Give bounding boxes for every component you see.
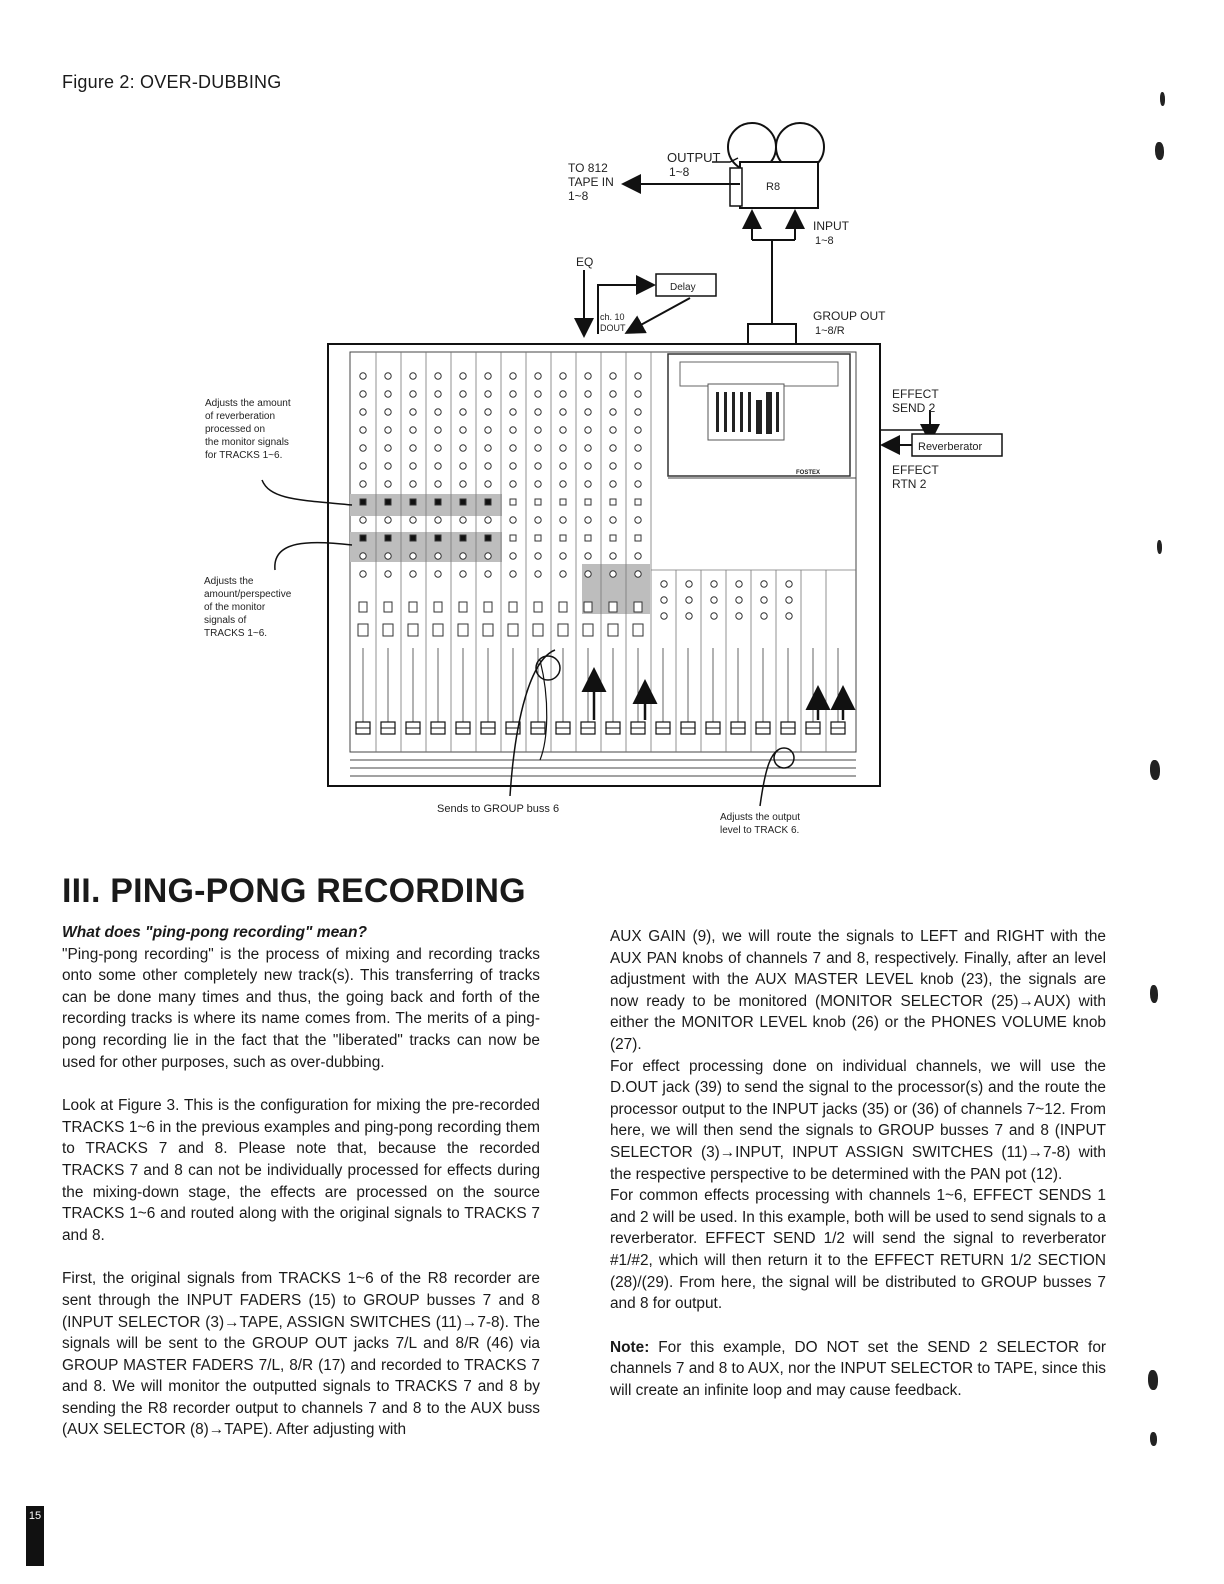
scan-mark <box>1150 1432 1157 1446</box>
channel-knob <box>610 481 616 487</box>
channel-knob <box>460 463 466 469</box>
svg-text:1~8/R: 1~8/R <box>815 325 845 337</box>
mute-button <box>583 624 593 636</box>
mute-button <box>433 624 443 636</box>
brand-logo: FOSTEX <box>796 470 821 476</box>
scan-mark <box>1150 985 1158 1003</box>
channel-knob <box>585 481 591 487</box>
channel-knob <box>535 409 541 415</box>
label-to-812: TO 812 <box>568 161 608 175</box>
channel-knob <box>485 391 491 397</box>
channel-knob <box>410 409 416 415</box>
channel-knob <box>485 427 491 433</box>
channel-knob <box>385 463 391 469</box>
section-question: What does "ping-pong recording" mean? <box>62 924 367 941</box>
right-paragraph-2: For effect processing done on individual channels, we will use the D.OUT jack (39) to send the signal to the processor(s) and the route the processor output to the INPUT jacks (35) or (36) of channels 7~12. From here, we will then send the signals to GROUP busses 7 and 8 (INPUT SELECTOR (3)→INPUT, INPUT ASSIGN SWITCHES (11)→7-8) with the respective perspective to be determined with the PAN pot (12). <box>610 1057 1106 1183</box>
channel-knob <box>410 391 416 397</box>
assign-switch <box>509 602 517 612</box>
annotation-reverb: Adjusts the amount <box>205 398 291 409</box>
svg-text:of the monitor: of the monitor <box>204 602 266 613</box>
channel-switch <box>560 499 566 505</box>
channel-knob <box>460 445 466 451</box>
channel-knob <box>560 409 566 415</box>
svg-text:SEND 2: SEND 2 <box>892 401 936 415</box>
assign-switch <box>434 602 442 612</box>
channel-switch <box>385 535 391 541</box>
channel-knob <box>510 445 516 451</box>
svg-text:processed on: processed on <box>205 424 266 435</box>
svg-text:1~8: 1~8 <box>815 235 834 247</box>
right-paragraph-1: AUX GAIN (9), we will route the signals to LEFT and RIGHT with the AUX PAN knobs of channels 7 and 8, respectively. Finally, after an level adjustment with the AUX MASTER LEVEL knob (23), the signals are now ready to be monitored (MONITOR SELECTOR (25)→AUX) with either the MONITOR LEVEL knob (26) or the PHONES VOLUME knob (27). <box>610 928 1106 1053</box>
channel-knob <box>510 553 516 559</box>
note-paragraph <box>610 1337 1106 1402</box>
channel-switch <box>610 535 616 541</box>
channel-knob <box>610 571 616 577</box>
channel-switch <box>435 535 441 541</box>
mute-button <box>408 624 418 636</box>
svg-text:DOUT: DOUT <box>600 323 626 333</box>
label-r8: R8 <box>766 181 781 193</box>
svg-text:TAPE IN: TAPE IN <box>568 175 614 189</box>
channel-knob <box>635 517 641 523</box>
assign-switch <box>584 602 592 612</box>
channel-knob <box>360 373 366 379</box>
channel-knob <box>435 481 441 487</box>
channel-knob <box>410 373 416 379</box>
channel-knob <box>610 391 616 397</box>
channel-knob <box>585 517 591 523</box>
channel-knob <box>535 427 541 433</box>
channel-knob <box>585 553 591 559</box>
channel-knob <box>635 409 641 415</box>
annotation-adjusts-output: Adjusts the output <box>720 812 801 823</box>
master-knob <box>686 613 692 619</box>
assign-switch <box>384 602 392 612</box>
channel-knob <box>560 427 566 433</box>
note-text: For this example, DO NOT set the SEND 2 SELECTOR for channels 7 and 8 to AUX, nor the INPUT SELECTOR to TAPE, since this will create an infinite loop and may cause feedback. <box>610 1338 1106 1399</box>
channel-knob <box>610 445 616 451</box>
master-knob <box>786 613 792 619</box>
channel-knob <box>360 445 366 451</box>
channel-knob <box>485 571 491 577</box>
mute-button <box>508 624 518 636</box>
svg-text:1~8: 1~8 <box>669 165 690 179</box>
channel-knob <box>460 427 466 433</box>
channel-knob <box>385 409 391 415</box>
channel-knob <box>635 391 641 397</box>
scan-mark <box>1155 142 1164 160</box>
channel-knob <box>635 553 641 559</box>
channel-knob <box>485 481 491 487</box>
svg-text:of reverberation: of reverberation <box>205 411 276 422</box>
channel-knob <box>635 427 641 433</box>
label-input: INPUT <box>813 219 849 233</box>
channel-knob <box>435 445 441 451</box>
label-output: OUTPUT <box>667 150 721 165</box>
channel-knob <box>635 445 641 451</box>
channel-knob <box>435 391 441 397</box>
channel-knob <box>460 517 466 523</box>
channel-switch <box>485 499 491 505</box>
channel-knob <box>610 517 616 523</box>
channel-knob <box>585 391 591 397</box>
mute-button <box>383 624 393 636</box>
channel-switch <box>535 499 541 505</box>
channel-knob <box>385 571 391 577</box>
left-paragraph-3: First, the original signals from TRACKS 1~6 of the R8 recorder are sent through the INPUT FADERS (15) to GROUP busses 7 and 8 (INPUT SELECTOR (3)→TAPE, ASSIGN SWITCHES (11)→7-8). The signals will be sent to the GROUP OUT jacks 7/L and 8/R (46) via GROUP MASTER FADERS 7/L, 8/R (17) and recorded to TRACKS 7 and 8. We will monitor the outputted signals to TRACKS 7 and 8 by sending the R8 recorder output to channels 7 and 8 to the AUX buss (AUX SELECTOR (8)→TAPE). After adjusting with <box>62 1270 540 1439</box>
channel-knob <box>535 373 541 379</box>
channel-knob <box>435 463 441 469</box>
channel-knob <box>585 571 591 577</box>
channel-knob <box>410 481 416 487</box>
channel-knob <box>585 373 591 379</box>
channel-knob <box>410 553 416 559</box>
svg-text:RTN 2: RTN 2 <box>892 477 927 491</box>
channel-switch <box>585 535 591 541</box>
label-eq: EQ <box>576 255 594 269</box>
channel-knob <box>635 481 641 487</box>
mute-button <box>633 624 643 636</box>
channel-switch <box>510 499 516 505</box>
channel-switch <box>635 499 641 505</box>
master-knob <box>661 597 667 603</box>
channel-knob <box>610 409 616 415</box>
channel-knob <box>560 571 566 577</box>
scan-mark <box>1150 760 1160 780</box>
channel-knob <box>635 571 641 577</box>
channel-knob <box>410 463 416 469</box>
channel-knob <box>510 571 516 577</box>
channel-knob <box>360 571 366 577</box>
channel-knob <box>460 481 466 487</box>
channel-knob <box>385 427 391 433</box>
assign-switch <box>559 602 567 612</box>
channel-switch <box>460 499 466 505</box>
channel-knob <box>635 463 641 469</box>
figure-title: Figure 2: OVER-DUBBING <box>62 72 282 92</box>
channel-knob <box>360 481 366 487</box>
scan-mark <box>1160 92 1165 106</box>
channel-switch <box>410 535 416 541</box>
channel-knob <box>510 517 516 523</box>
channel-knob <box>510 391 516 397</box>
mute-button <box>358 624 368 636</box>
assign-switch <box>484 602 492 612</box>
channel-knob <box>510 427 516 433</box>
channel-knob <box>560 481 566 487</box>
master-knob <box>786 581 792 587</box>
page-number: 15 <box>26 1506 44 1566</box>
channel-knob <box>385 445 391 451</box>
svg-text:the monitor signals: the monitor signals <box>205 437 289 448</box>
channel-switch <box>360 535 366 541</box>
channel-knob <box>610 463 616 469</box>
svg-text:for TRACKS 1~6.: for TRACKS 1~6. <box>205 450 283 461</box>
channel-knob <box>535 445 541 451</box>
right-column <box>610 926 1106 1401</box>
mute-button <box>458 624 468 636</box>
channel-knob <box>485 409 491 415</box>
channel-switch <box>510 535 516 541</box>
channel-knob <box>435 373 441 379</box>
label-group-out: GROUP OUT <box>813 309 886 323</box>
svg-text:level to TRACK 6.: level to TRACK 6. <box>720 825 800 836</box>
channel-knob <box>435 427 441 433</box>
channel-switch <box>485 535 491 541</box>
channel-knob <box>510 481 516 487</box>
channel-knob <box>485 553 491 559</box>
master-knob <box>736 613 742 619</box>
master-knob <box>711 597 717 603</box>
label-effect-rtn: EFFECT <box>892 463 939 477</box>
channel-knob <box>410 517 416 523</box>
channel-knob <box>360 553 366 559</box>
svg-text:amount/perspective: amount/perspective <box>204 589 292 600</box>
channel-knob <box>510 409 516 415</box>
channel-switch <box>635 535 641 541</box>
channel-knob <box>435 517 441 523</box>
channel-knob <box>560 517 566 523</box>
channel-knob <box>435 409 441 415</box>
channel-knob <box>485 445 491 451</box>
channel-knob <box>610 373 616 379</box>
channel-knob <box>360 409 366 415</box>
master-knob <box>686 581 692 587</box>
channel-switch <box>535 535 541 541</box>
assign-switch <box>459 602 467 612</box>
assign-switch <box>609 602 617 612</box>
master-knob <box>711 613 717 619</box>
channel-knob <box>585 463 591 469</box>
channel-switch <box>610 499 616 505</box>
channel-switch <box>410 499 416 505</box>
master-knob <box>761 581 767 587</box>
channel-switch <box>585 499 591 505</box>
annotation-perspective: Adjusts the <box>204 576 254 587</box>
channel-knob <box>560 553 566 559</box>
master-knob <box>761 597 767 603</box>
channel-knob <box>635 373 641 379</box>
channel-knob <box>535 481 541 487</box>
label-delay: Delay <box>670 282 696 293</box>
channel-knob <box>535 463 541 469</box>
channel-knob <box>410 571 416 577</box>
channel-knob <box>385 373 391 379</box>
channel-knob <box>385 481 391 487</box>
left-column <box>62 922 540 1441</box>
channel-knob <box>460 553 466 559</box>
channel-knob <box>410 445 416 451</box>
channel-switch <box>560 535 566 541</box>
channel-knob <box>560 445 566 451</box>
channel-knob <box>435 571 441 577</box>
scan-mark <box>1148 1370 1158 1390</box>
left-paragraph-1: "Ping-pong recording" is the process of mixing and recording tracks onto some other completely new track(s). This transferring of tracks can be done many times and thus, the going back and forth of the recording tracks is where its name comes from. The merits of a ping-pong recording lie in the fact that the "liberated" tracks can now be used for other purposes, such as over-dubbing. <box>62 945 540 1071</box>
annotation-sends-group: Sends to GROUP buss 6 <box>437 803 560 815</box>
channel-knob <box>560 391 566 397</box>
channel-knob <box>385 517 391 523</box>
channel-knob <box>410 427 416 433</box>
master-knob <box>786 597 792 603</box>
master-knob <box>661 581 667 587</box>
section-heading: III. PING-PONG RECORDING <box>62 872 526 910</box>
channel-knob <box>360 463 366 469</box>
channel-knob <box>560 463 566 469</box>
master-knob <box>736 597 742 603</box>
channel-knob <box>560 373 566 379</box>
label-reverberator: Reverberator <box>918 441 983 453</box>
svg-text:1~8: 1~8 <box>568 189 589 203</box>
left-paragraph-2: Look at Figure 3. This is the configuration for mixing the pre-recorded TRACKS 1~6 in the previous examples and ping-pong recording them to TRACKS 7 and 8. Please note that, because the recorded TRACKS 7 and 8 can not be individually processed for effects during the mixing-down stage, the effects are processed on the source TRACKS 1~6 and routed along with the original signals to TRACKS 7 and 8. <box>62 1097 540 1244</box>
channel-knob <box>585 409 591 415</box>
channel-knob <box>535 553 541 559</box>
channel-knob <box>535 571 541 577</box>
svg-text:signals of: signals of <box>204 615 247 626</box>
master-knob <box>711 581 717 587</box>
master-knob <box>736 581 742 587</box>
channel-switch <box>435 499 441 505</box>
channel-knob <box>360 427 366 433</box>
channel-switch <box>460 535 466 541</box>
channel-knob <box>460 373 466 379</box>
label-ch10: ch. 10 <box>600 312 625 322</box>
channel-knob <box>535 391 541 397</box>
channel-knob <box>510 463 516 469</box>
channel-knob <box>585 445 591 451</box>
channel-knob <box>535 517 541 523</box>
label-effect-send: EFFECT <box>892 387 939 401</box>
mute-button <box>608 624 618 636</box>
group-out-connector <box>748 324 796 344</box>
channel-knob <box>460 571 466 577</box>
channel-knob <box>460 391 466 397</box>
master-knob <box>761 613 767 619</box>
assign-switch <box>534 602 542 612</box>
right-paragraph-3: For common effects processing with channels 1~6, EFFECT SENDS 1 and 2 will be used. In this example, both will be used to send signals to a reverberator. EFFECT SEND 1/2 will send the signal to reverberator #1/#2, which will then return it to the EFFECT RETURN 1/2 SECTION (28)/(29). From here, the signal will be distributed to GROUP busses 7 and 8 for output. <box>610 1187 1106 1313</box>
master-knob <box>686 597 692 603</box>
mute-button <box>483 624 493 636</box>
channel-knob <box>585 427 591 433</box>
master-knob <box>661 613 667 619</box>
channel-switch <box>385 499 391 505</box>
channel-knob <box>485 463 491 469</box>
channel-knob <box>610 427 616 433</box>
assign-switch <box>409 602 417 612</box>
assign-switch <box>634 602 642 612</box>
channel-knob <box>385 553 391 559</box>
mute-button <box>558 624 568 636</box>
channel-knob <box>360 517 366 523</box>
scan-mark <box>1157 540 1162 554</box>
mute-button <box>533 624 543 636</box>
channel-switch <box>360 499 366 505</box>
note-label: Note: <box>610 1338 650 1356</box>
channel-knob <box>510 373 516 379</box>
channel-knob <box>435 553 441 559</box>
channel-knob <box>610 553 616 559</box>
assign-switch <box>359 602 367 612</box>
svg-text:TRACKS 1~6.: TRACKS 1~6. <box>204 628 268 639</box>
channel-knob <box>460 409 466 415</box>
channel-knob <box>485 517 491 523</box>
channel-knob <box>485 373 491 379</box>
channel-knob <box>360 391 366 397</box>
channel-knob <box>385 391 391 397</box>
